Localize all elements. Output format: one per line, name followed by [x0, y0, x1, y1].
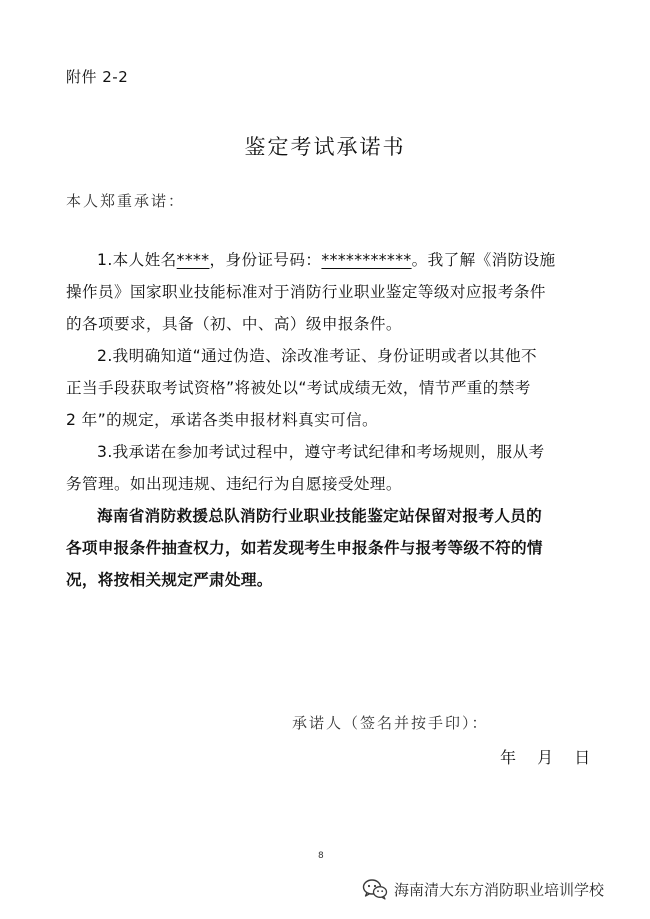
- wechat-watermark: [362, 878, 604, 900]
- clause-2-line-3: 2 年”的规定，承诺各类申报材料真实可信。: [66, 411, 379, 429]
- date-year: 年: [500, 748, 518, 767]
- salutation: 本人郑重承诺：: [66, 192, 186, 210]
- clause-2-line-1: 2.我明确知道“通过伪造、涂改准考证、身份证明或者以其他不: [97, 347, 537, 365]
- date-day: 日: [574, 748, 592, 767]
- signature-label: 承诺人（签名并按手印）：: [292, 714, 489, 732]
- name-field: ****: [176, 251, 210, 269]
- wechat-icon: [362, 878, 388, 900]
- clause-1-line-1: [66, 244, 588, 276]
- date-month: 月: [537, 748, 555, 767]
- date-line: [500, 745, 605, 768]
- clause-1-prefix: 1.本人姓名: [97, 251, 177, 269]
- notice-line-3: 况，将按相关规定严肃处理。: [66, 571, 273, 589]
- clause-3-line-1: 3.我承诺在参加考试过程中，遵守考试纪律和考场规则，服从考: [97, 443, 545, 461]
- page-number: 8: [318, 851, 324, 861]
- document-title: 鉴定考试承诺书: [244, 135, 406, 159]
- id-number-field: ***********: [321, 251, 412, 269]
- id-label: ，身份证号码：: [209, 251, 322, 269]
- notice-line-2: 各项申报条件抽查权力，如若发现考生申报条件与报考等级不符的情: [66, 539, 543, 557]
- clause-2-line-2: 正当手段获取考试资格”将被处以“考试成绩无效，情节严重的禁考: [66, 379, 531, 397]
- clause-1-line-2: 操作员》国家职业技能标准对于消防行业职业鉴定等级对应报考条件: [66, 283, 546, 301]
- notice-line-1: 海南省消防救援总队消防行业职业技能鉴定站保留对报考人员的: [97, 507, 543, 525]
- clause-1-line-1-rest: 。我了解《消防设施: [411, 251, 556, 269]
- watermark-text: 海南清大东方消防职业培训学校: [394, 880, 605, 899]
- clause-3-line-2: 务管理。如出现违规、违纪行为自愿接受处理。: [66, 475, 402, 493]
- pledge-body: [66, 244, 588, 596]
- attachment-label: 附件 2-2: [66, 68, 129, 86]
- clause-1-line-3: 的各项要求，具备（初、中、高）级申报条件。: [66, 315, 402, 333]
